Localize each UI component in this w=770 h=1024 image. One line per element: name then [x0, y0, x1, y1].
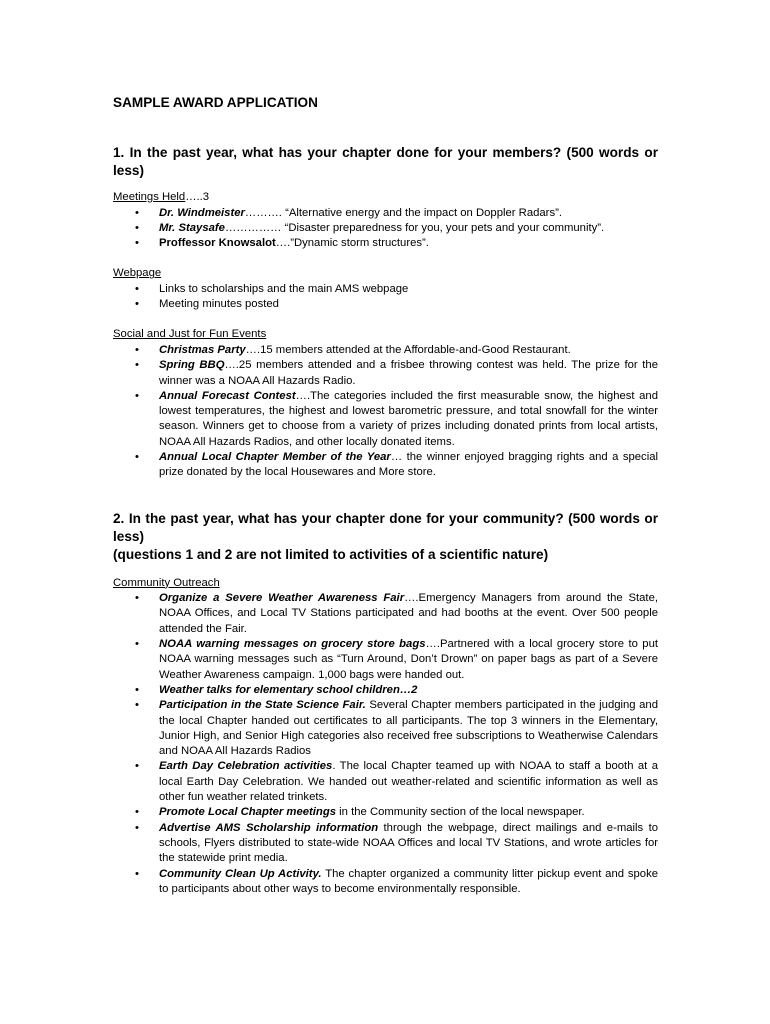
- bullet-icon: [135, 206, 145, 221]
- item-lead: Spring BBQ: [159, 359, 225, 372]
- list-item: [159, 683, 658, 698]
- item-lead: Mr. Staysafe: [159, 221, 225, 234]
- bullet-icon: [135, 759, 145, 774]
- item-lead: Dr. Windmeister: [159, 206, 245, 219]
- list-item: [159, 358, 658, 389]
- item-text: ….25 members attended and a frisbee throwing contest was held. The prize for the winner was a NOAA All Hazards Radio.: [159, 359, 658, 387]
- social-events-list: [113, 343, 658, 481]
- bullet-icon: [135, 389, 145, 404]
- question-2-subheading: (questions 1 and 2 are not limited to activities of a scientific nature): [113, 546, 549, 562]
- item-text: ….The categories included the first measurable snow, the highest and lowest temperatures, the highest and lowest barometric pressure, and total snowfall for the winter season. Winners get to choose from a variety of prizes including donated prints from local artists, NOAA All Hazards Radios, and other locally donated items.: [159, 389, 658, 448]
- meetings-held-heading: [113, 190, 658, 206]
- list-item: [159, 591, 658, 637]
- list-item: [159, 759, 658, 805]
- bullet-icon: [135, 821, 145, 836]
- bullet-icon: [135, 358, 145, 373]
- item-text: ….15 members attended at the Affordable-and-Good Restaurant.: [245, 343, 571, 356]
- bullet-icon: [135, 282, 145, 297]
- list-item: [159, 343, 658, 358]
- item-lead: Organize a Severe Weather Awareness Fair: [159, 592, 405, 605]
- webpage-heading: Webpage: [113, 267, 162, 280]
- item-lead: Weather talks for elementary school children…2: [159, 683, 418, 696]
- bullet-icon: [135, 867, 145, 882]
- item-text: ….Emergency Managers from around the State, NOAA Offices, and Local TV Stations participated and had booths at the event. Over 500 people attended the Fair.: [159, 592, 658, 635]
- item-text: through the webpage, direct mailings and e-mails to schools, Flyers distributed to state-wide NOAA Offices and local TV Stations, and wrote articles for the statewide print media.: [159, 821, 659, 865]
- question-2-heading: 2. In the past year, what has your chapter done for your community? (500 words or less): [113, 510, 658, 544]
- item-lead: Advertise AMS Scholarship information: [159, 821, 379, 834]
- community-outreach-heading: Community Outreach: [113, 576, 220, 589]
- meetings-held-count: …..3: [185, 191, 210, 203]
- item-text: . The local Chapter teamed up with NOAA to staff a booth at a local Earth Day Celebration. We handed out weather-related and scientific information as well as other fun weather related trinkets.: [159, 760, 658, 804]
- list-item: [159, 821, 658, 867]
- meetings-held-label: Meetings Held: [113, 191, 186, 203]
- item-lead: Christmas Party: [159, 343, 246, 356]
- list-item: [159, 698, 658, 759]
- community-outreach-list: [113, 591, 658, 897]
- document-page: [113, 94, 658, 897]
- item-text: … the winner enjoyed bragging rights and a special prize donated by the local Housewares and More store.: [159, 451, 658, 479]
- item-lead: Annual Forecast Contest: [159, 389, 296, 402]
- list-item: [159, 206, 658, 221]
- item-lead: Annual Local Chapter Member of the Year: [159, 451, 391, 464]
- item-text: ………. “Alternative energy and the impact on Doppler Radars”.: [244, 206, 562, 219]
- item-lead: Community Clean Up Activity.: [159, 867, 322, 880]
- list-item: [159, 805, 658, 820]
- bullet-icon: [135, 297, 145, 312]
- item-text: ….”Dynamic storm structures”.: [275, 237, 429, 250]
- bullet-icon: [135, 221, 145, 236]
- social-events-heading: Social and Just for Fun Events: [113, 328, 267, 341]
- bullet-icon: [135, 591, 145, 606]
- item-text: in the Community section of the local newspaper.: [336, 806, 585, 819]
- list-item: [159, 389, 658, 450]
- webpage-list: [113, 282, 658, 313]
- item-text: Meeting minutes posted: [159, 298, 279, 311]
- item-text: …………… “Disaster preparedness for you, your pets and your community”.: [224, 221, 605, 234]
- item-lead: NOAA warning messages on grocery store bags: [159, 638, 426, 651]
- bullet-icon: [135, 805, 145, 820]
- item-text: Several Chapter members participated in the judging and the local Chapter handed out certificates to all participants. The top 3 winners in the Elementary, Junior High, and Senior High categories also received free subscriptions to Weatherwise Calendars and NOAA All Hazards Radios: [159, 699, 658, 758]
- list-item: [159, 637, 658, 683]
- item-lead: Proffessor Knowsalot: [159, 237, 276, 250]
- bullet-icon: [135, 236, 145, 251]
- list-item: [159, 221, 658, 236]
- bullet-icon: [135, 637, 145, 652]
- bullet-icon: [135, 343, 145, 358]
- bullet-icon: [135, 450, 145, 465]
- list-item: [159, 297, 658, 312]
- item-text: Links to scholarships and the main AMS webpage: [159, 282, 409, 295]
- item-text: ….Partnered with a local grocery store to put NOAA warning messages such as “Turn Around, Don’t Drown” on paper bags as part of a Severe Weather Awareness campaign. 1,000 bags were handed out.: [159, 638, 658, 681]
- item-lead: Participation in the State Science Fair.: [159, 699, 366, 712]
- item-lead: Earth Day Celebration activities: [159, 760, 333, 773]
- item-lead: Promote Local Chapter meetings: [159, 806, 337, 819]
- list-item: [159, 450, 658, 481]
- document-title: SAMPLE AWARD APPLICATION: [113, 95, 318, 110]
- bullet-icon: [135, 698, 145, 713]
- question-1-heading: 1. In the past year, what has your chapter done for your members? (500 words or less): [113, 145, 658, 178]
- bullet-icon: [135, 683, 145, 698]
- list-item: [159, 236, 658, 251]
- list-item: [159, 282, 658, 297]
- item-text: The chapter organized a community litter pickup event and spoke to participants about other ways to become environmentally responsible.: [159, 867, 659, 895]
- list-item: [159, 867, 658, 898]
- meetings-list: [113, 206, 658, 252]
